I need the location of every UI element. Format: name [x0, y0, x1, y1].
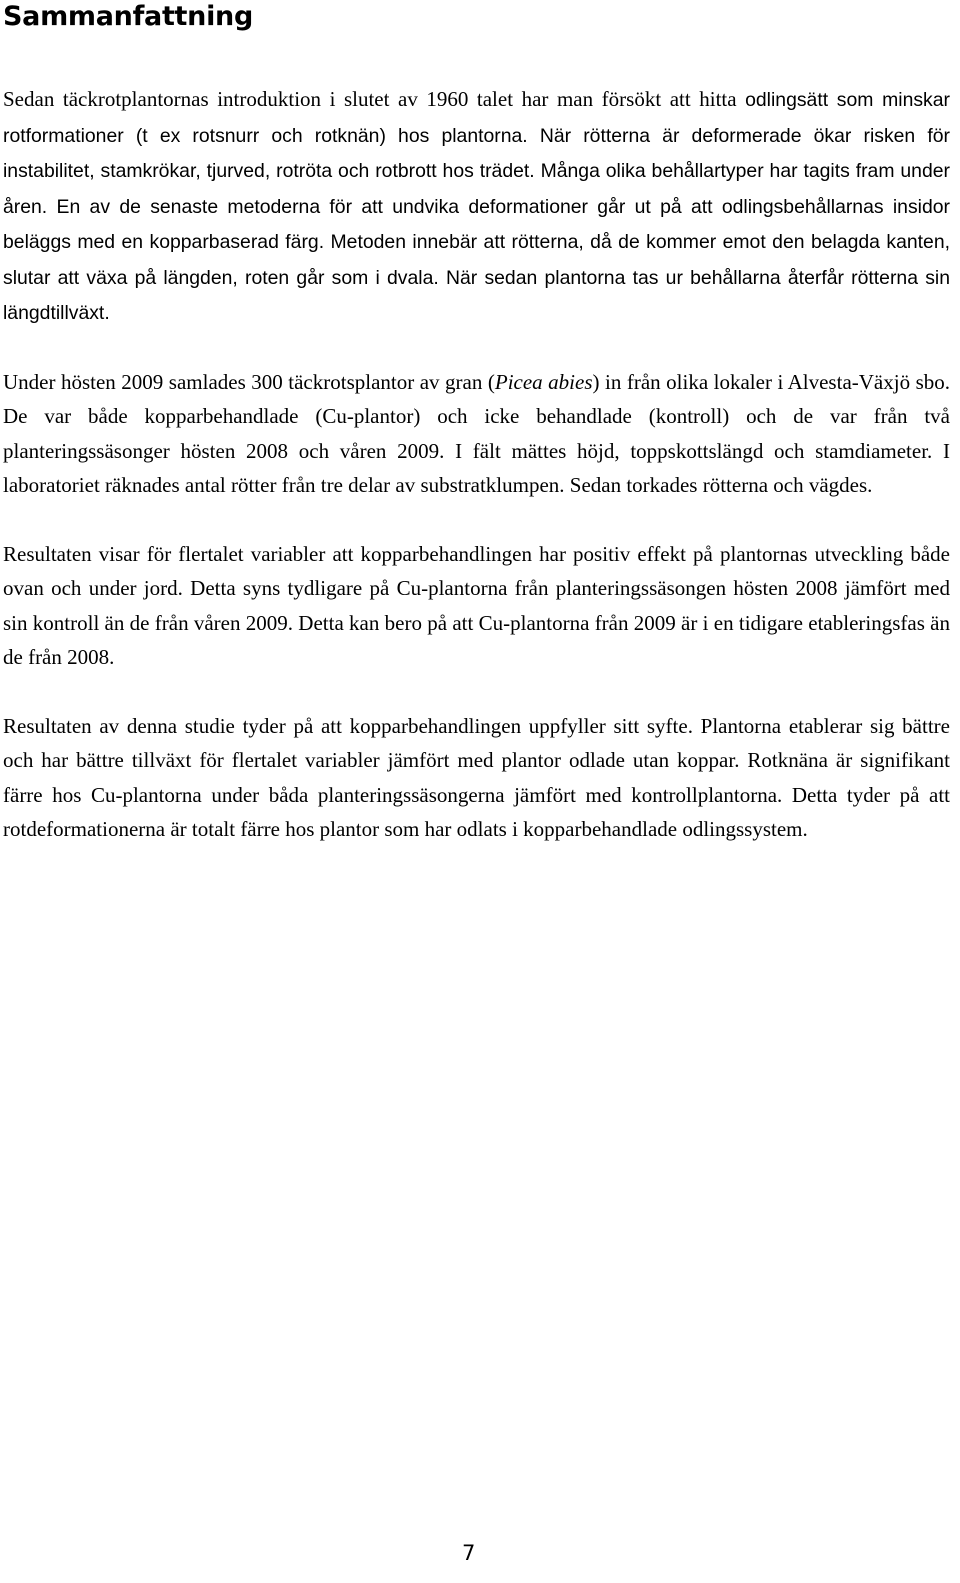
paragraph-method-after: ) in från olika lokaler i Alvesta-Växjö sbo. De var både kopparbehandlade (Cu-plantor) och icke behandlade (kontroll) och de var från två planteringssäsonger hösten 2008 och våren 2009. I fält mättes höjd, toppskottslängd och stamdiameter. I laboratoriet räknades antal rötter från tre delar av substratklumpen. Sedan torkades rötterna och vägdes. — [3, 369, 950, 497]
paragraph-results: Resultaten visar för flertalet variabler att kopparbehandlingen har positiv effekt på plantornas utveckling både ovan och under jord. Detta syns tydligare på Cu-plantorna från planteringssäsongen hösten 2008 jämfört med sin kontroll än de från våren 2009. Detta kan bero på att Cu-plantorna från 2009 är i en tidigare etableringsfas än de från 2008. — [3, 541, 950, 669]
paragraph-method — [3, 365, 950, 503]
paragraph-introduction-lead: Sedan täckrotplantornas introduktion i slutet av 1960 talet har man försökt att hitta — [3, 87, 746, 111]
summary-body — [3, 82, 950, 881]
page-number: 7 — [462, 1541, 476, 1565]
page-title: Sammanfattning — [3, 1, 253, 32]
paragraph-method-before: Under hösten 2009 samlades 300 täckrotsplantor av gran ( — [3, 369, 495, 394]
paragraph-introduction — [3, 82, 950, 331]
species-name: Picea abies — [494, 369, 593, 394]
paragraph-conclusion: Resultaten av denna studie tyder på att kopparbehandlingen uppfyller sitt syfte. Plantorna etablerar sig bättre och har bättre tillväxt för flertalet variabler jämfört med plantor odlade utan koppar. Rotknäna är signifikant färre hos Cu-plantorna under båda planteringssäsongerna jämfört med kontrollplantorna. Detta tyder på att rotdeformationerna är totalt färre hos plantor som har odlats i kopparbehandlade odlingssystem. — [3, 713, 950, 841]
paragraph-introduction-body: odlingsätt som minskar rotformationer (t ex rotsnurr och rotknän) hos plantorna. När rötterna är deformerade ökar risken för instabilitet, stamkrökar, tjurved, rotröta och rotbrott hos trädet. Många olika behållartyper har tagits fram under åren. En av de senaste metoderna för att undvika deformationer går ut på att odlingsbehållarnas insidor beläggs med en kopparbaserad färg. Metoden innebär att rötterna, då de kommer emot den belagda kanten, slutar att växa på längden, roten går som i dvala. När sedan plantorna tas ur behållarna återfår rötterna sin längdtillväxt. — [3, 89, 950, 324]
